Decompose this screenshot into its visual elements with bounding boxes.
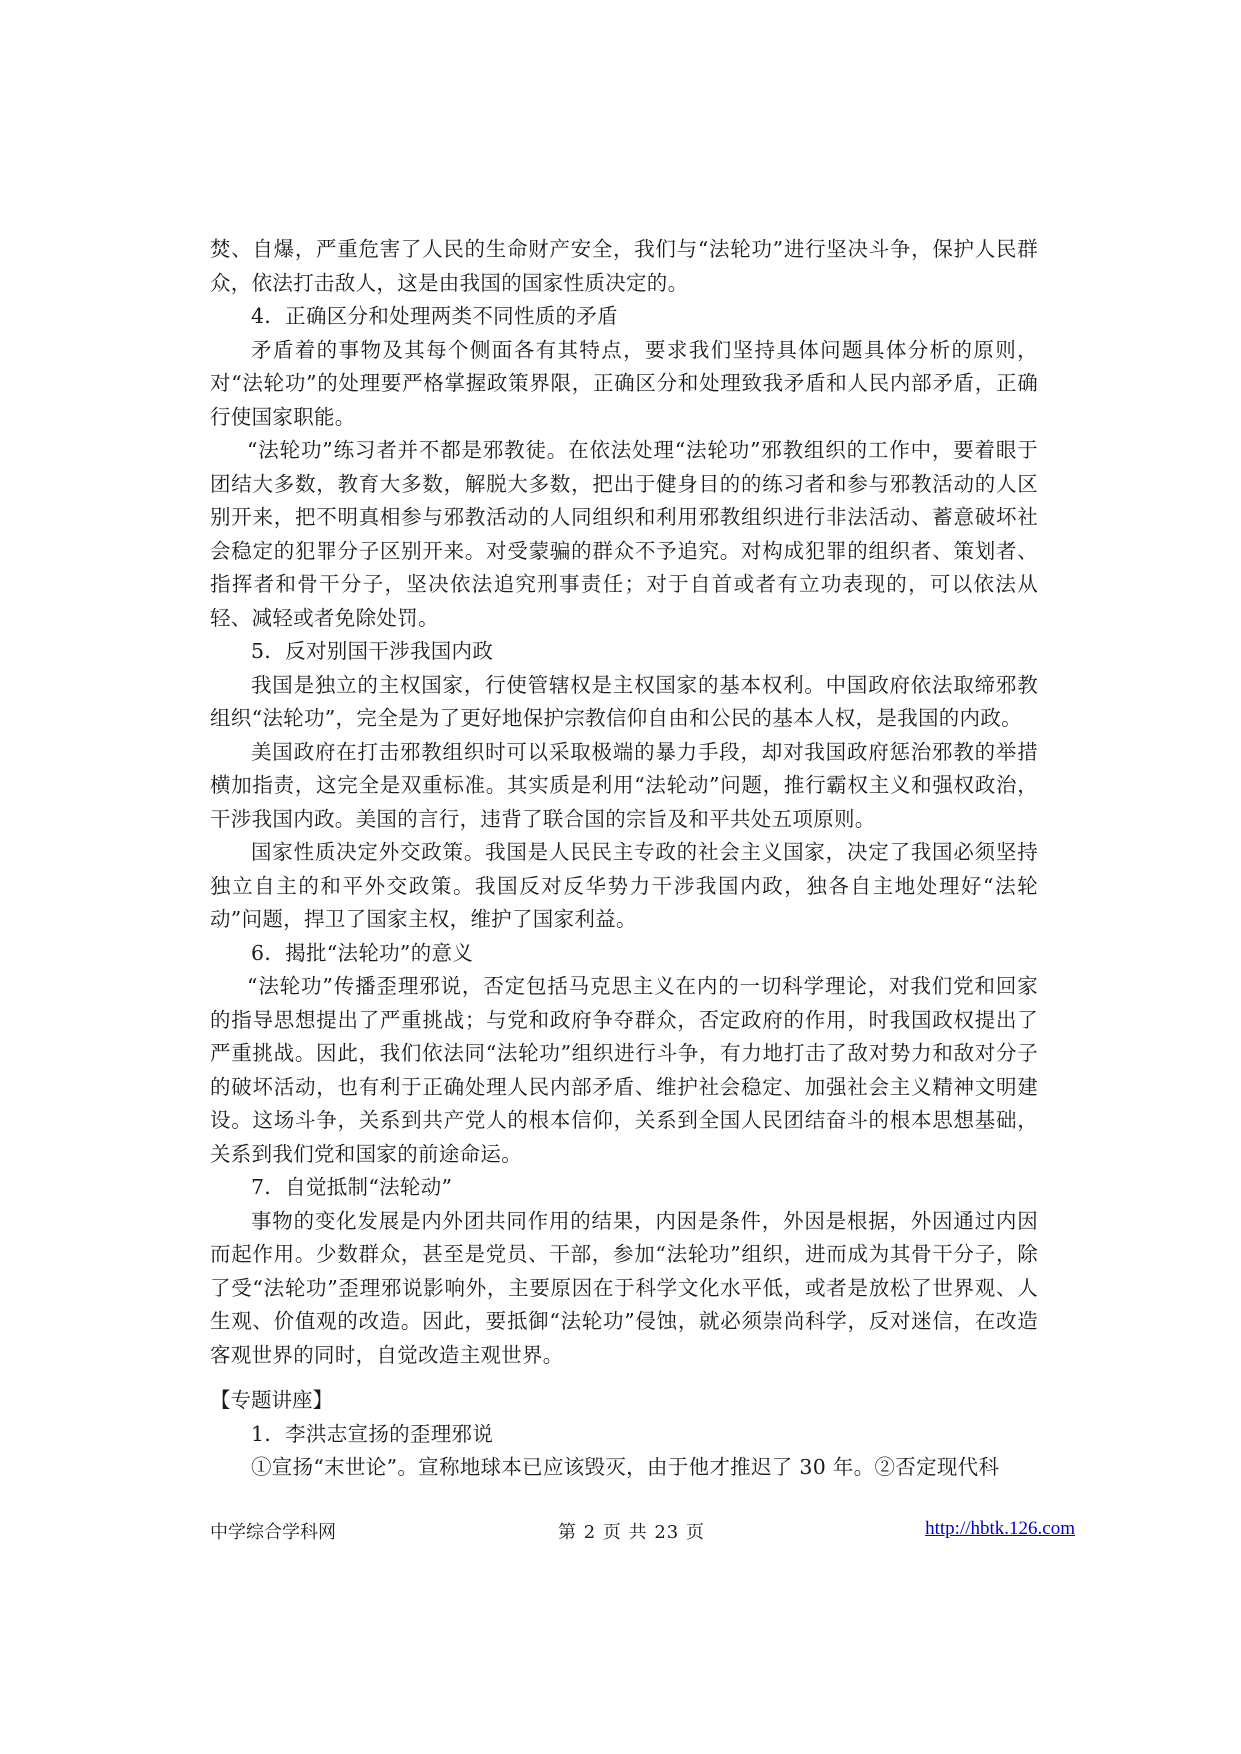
heading-6: 6．揭批“法轮功”的意义 [251,940,474,965]
paragraph-9: ①宣扬“末世论”。宣称地球本已应该毁灭，由于他才推迟了 30 年。②否定现代科 [251,1455,1000,1479]
heading-7: 7．自觉抵制“法轮动” [251,1175,453,1199]
paragraph-1: 焚、自爆，严重危害了人民的生命财产安全，我们与“法轮功”进行坚决斗争，保护人民群众，依法打击敌人，这是由我国的国家性质决定的。 [210,237,1038,295]
footer-link[interactable]: http://hbtk.126.com [925,1518,1075,1539]
paragraph-8: 事物的变化发展是内外团共同作用的结果，内因是条件，外因是根据，外因通过内因而起作用。少数群众，甚至是党员、干部，参加“法轮功”组织，进而成为其骨干分子，除了受“法轮功”歪理邪说影响外，主要原因在于科学文化水平低，或者是放松了世界观、人生观、价值观的改造。因此，要抵御“法轮功”侵蚀，就必须崇尚科学，反对迷信，在改造客观世界的同时，自觉改造主观世界。 [210,1208,1038,1367]
section-title: 【专题讲座】 [210,1388,333,1412]
document-body [210,233,1038,1485]
footer-site-name: 中学综合学科网 [210,1522,336,1543]
paragraph-2: 矛盾着的事物及其每个侧面各有其特点，要求我们坚持具体问题具体分析的原则，对“法轮功”的处理要严格掌握政策界限，正确区分和处理致我矛盾和人民内部矛盾，正确行使国家职能。 [210,337,1038,429]
heading-4: 4．正确区分和处理两类不同性质的矛盾 [251,304,618,328]
paragraph-4: 我国是独立的主权国家，行使管辖权是主权国家的基本权利。中国政府依法取缔邪教组织“法轮功”，完全是为了更好地保护宗教信仰自由和公民的基本人权，是我国的内政。 [210,672,1038,730]
heading-1: 1．李洪志宣扬的歪理邪说 [251,1421,494,1446]
heading-5: 5．反对别国干涉我国内政 [251,639,494,663]
paragraph-3: “法轮功”练习者并不都是邪教徒。在依法处理“法轮功”邪教组织的工作中，要着眼于团结大多数，教育大多数，解脱大多数，把出于健身目的的练习者和参与邪教活动的人区别开来，把不明真相参与邪教活动的人同组织和利用邪教组织进行非法活动、蓄意破坏社会稳定的犯罪分子区别开来。对受蒙骗的群众不予追究。对构成犯罪的组织者、策划者、指挥者和骨干分子，坚决依法追究刑事责任；对于自首或者有立功表现的，可以依法从轻、减轻或者免除处罚。 [210,438,1038,630]
paragraph-7: “法轮功”传播歪理邪说，否定包括马克思主义在内的一切科学理论，对我们党和回家的指导思想提出了严重挑战；与党和政府争夺群众，否定政府的作用，时我国政权提出了严重挑战。因此，我们依法同“法轮功”组织进行斗争，有力地打击了敌对势力和敌对分子的破坏活动，也有利于正确处理人民内部矛盾、维护社会稳定、加强社会主义精神文明建设。这场斗争，关系到共产党人的根本信仰，关系到全国人民团结奋斗的根本思想基础，关系到我们党和国家的前途命运。 [210,974,1038,1166]
paragraph-5: 美国政府在打击邪教组织时可以采取极端的暴力手段，却对我国政府惩治邪教的举措横加指责，这完全是双重标准。其实质是利用“法轮动”问题，推行霸权主义和强权政治，干涉我国内政。美国的言行，违背了联合国的宗旨及和平共处五项原则。 [210,739,1038,831]
page-footer [210,1518,1075,1548]
paragraph-6: 国家性质决定外交政策。我国是人民民主专政的社会主义国家，决定了我国必须坚持独立自主的和平外交政策。我国反对反华势力干涉我国内政，独各自主地处理好“法轮动”问题，捍卫了国家主权，维护了国家利益。 [210,840,1038,931]
footer-page-number: 第 2 页 共 23 页 [558,1522,705,1543]
